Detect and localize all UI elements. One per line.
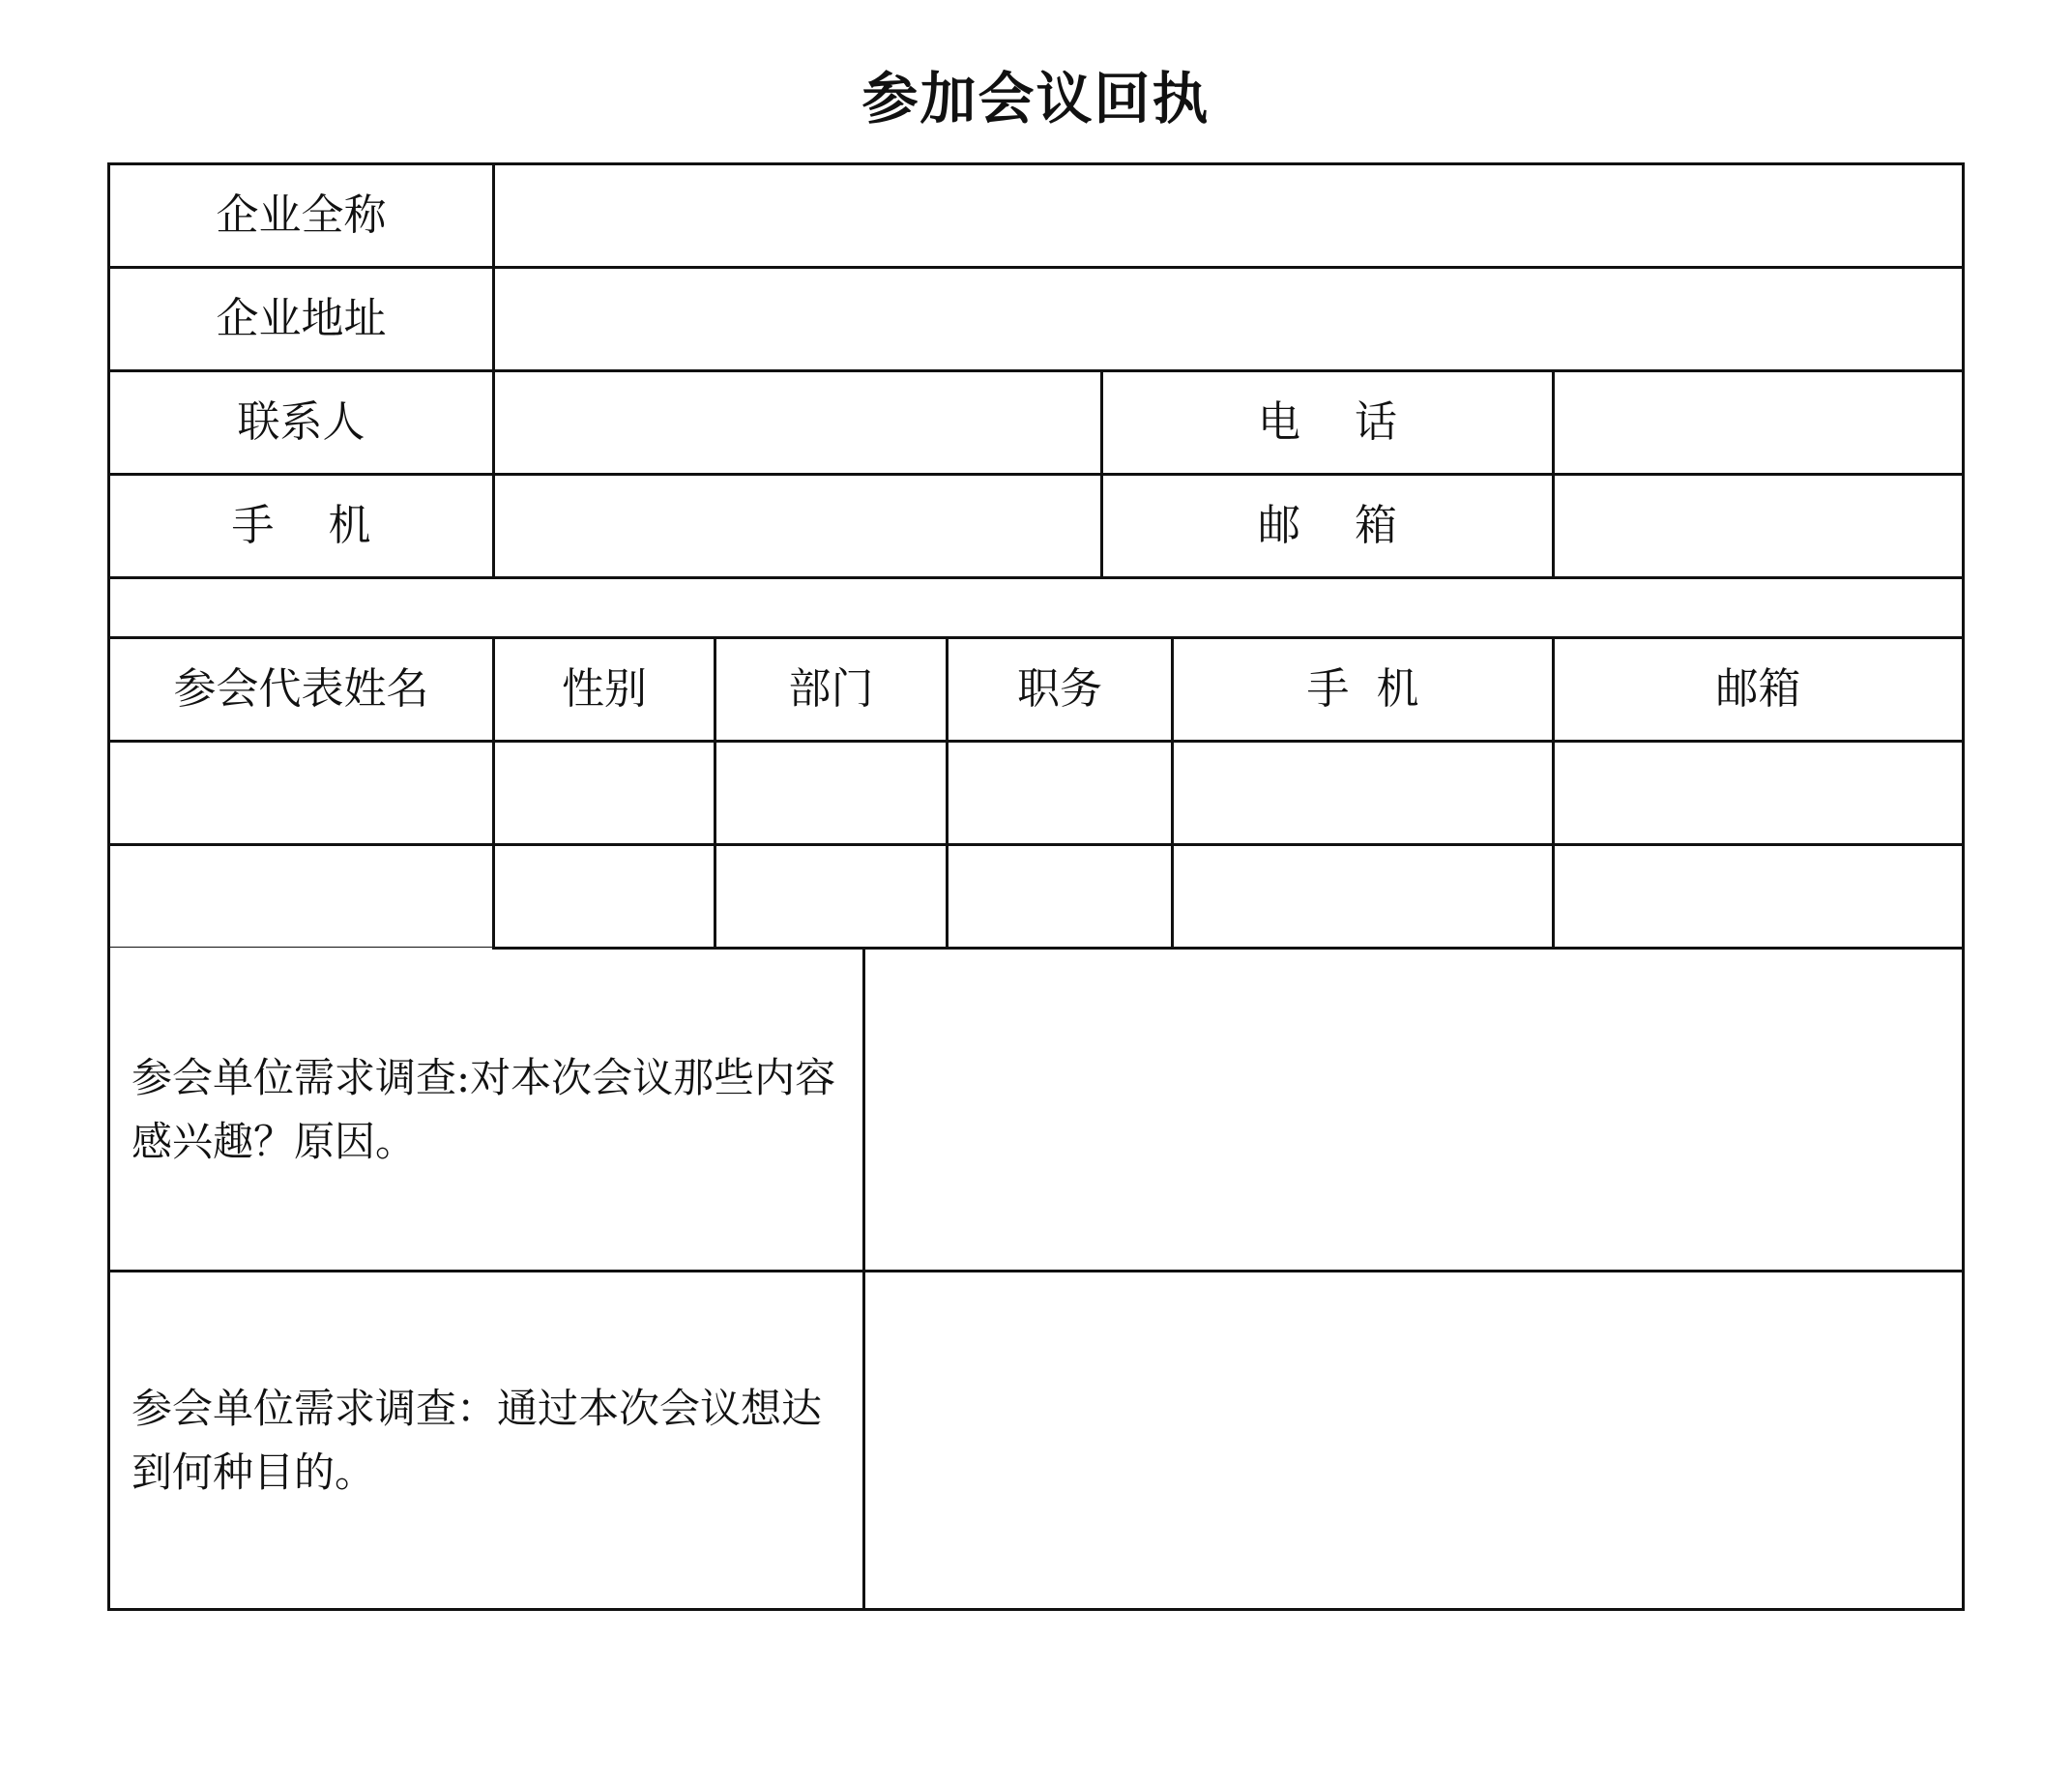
- rep-department-header: 部门: [788, 664, 874, 714]
- survey-interest-answer-field[interactable]: [865, 950, 1962, 1270]
- company-name-label: 企业全称: [216, 190, 387, 240]
- spacer-row: [110, 579, 1962, 636]
- survey-interest-question: 参会单位需求调查:对本次会议那些内容感兴趣？原因。: [131, 1053, 836, 1165]
- rep-row-1-email-field[interactable]: [1555, 743, 1962, 843]
- phone-field[interactable]: [1555, 372, 1962, 473]
- survey-goal-question: 参会单位需求调查：通过本次会议想达到何种目的。: [131, 1384, 823, 1496]
- rep-row-2-mobile-field[interactable]: [1174, 846, 1552, 947]
- company-address-label: 企业地址: [216, 294, 387, 343]
- page-title: 参加会议回执: [861, 66, 1211, 132]
- rep-row-1-position-field[interactable]: [948, 743, 1171, 843]
- company-address-field[interactable]: [495, 269, 1962, 369]
- rep-position-header: 职务: [1017, 664, 1102, 714]
- company-name-field[interactable]: [495, 165, 1962, 266]
- rep-row-1-department-field[interactable]: [716, 743, 946, 843]
- rep-row-1-name-field[interactable]: [110, 743, 492, 843]
- rep-row-1-mobile-field[interactable]: [1174, 743, 1552, 843]
- mobile-field[interactable]: [495, 476, 1100, 576]
- rep-row-2-position-field[interactable]: [948, 846, 1171, 947]
- phone-label: 电 话: [1258, 397, 1397, 447]
- rep-row-2-name-field[interactable]: [110, 846, 492, 947]
- rep-row-2-department-field[interactable]: [716, 846, 946, 947]
- mobile-label: 手 机: [231, 501, 371, 550]
- contact-person-field[interactable]: [495, 372, 1100, 473]
- rep-name-header: 参会代表姓名: [173, 664, 429, 714]
- row-divider: [107, 947, 494, 948]
- rep-row-2-email-field[interactable]: [1555, 846, 1962, 947]
- rep-row-1-gender-field[interactable]: [495, 743, 714, 843]
- email-label: 邮 箱: [1258, 501, 1397, 550]
- survey-goal-answer-field[interactable]: [865, 1272, 1962, 1608]
- rep-email-header: 邮箱: [1715, 664, 1801, 714]
- rep-row-2-gender-field[interactable]: [495, 846, 714, 947]
- rep-mobile-header: 手 机: [1306, 664, 1419, 714]
- email-field[interactable]: [1555, 476, 1962, 576]
- contact-person-label: 联系人: [237, 397, 365, 447]
- rep-gender-header: 性别: [562, 664, 647, 714]
